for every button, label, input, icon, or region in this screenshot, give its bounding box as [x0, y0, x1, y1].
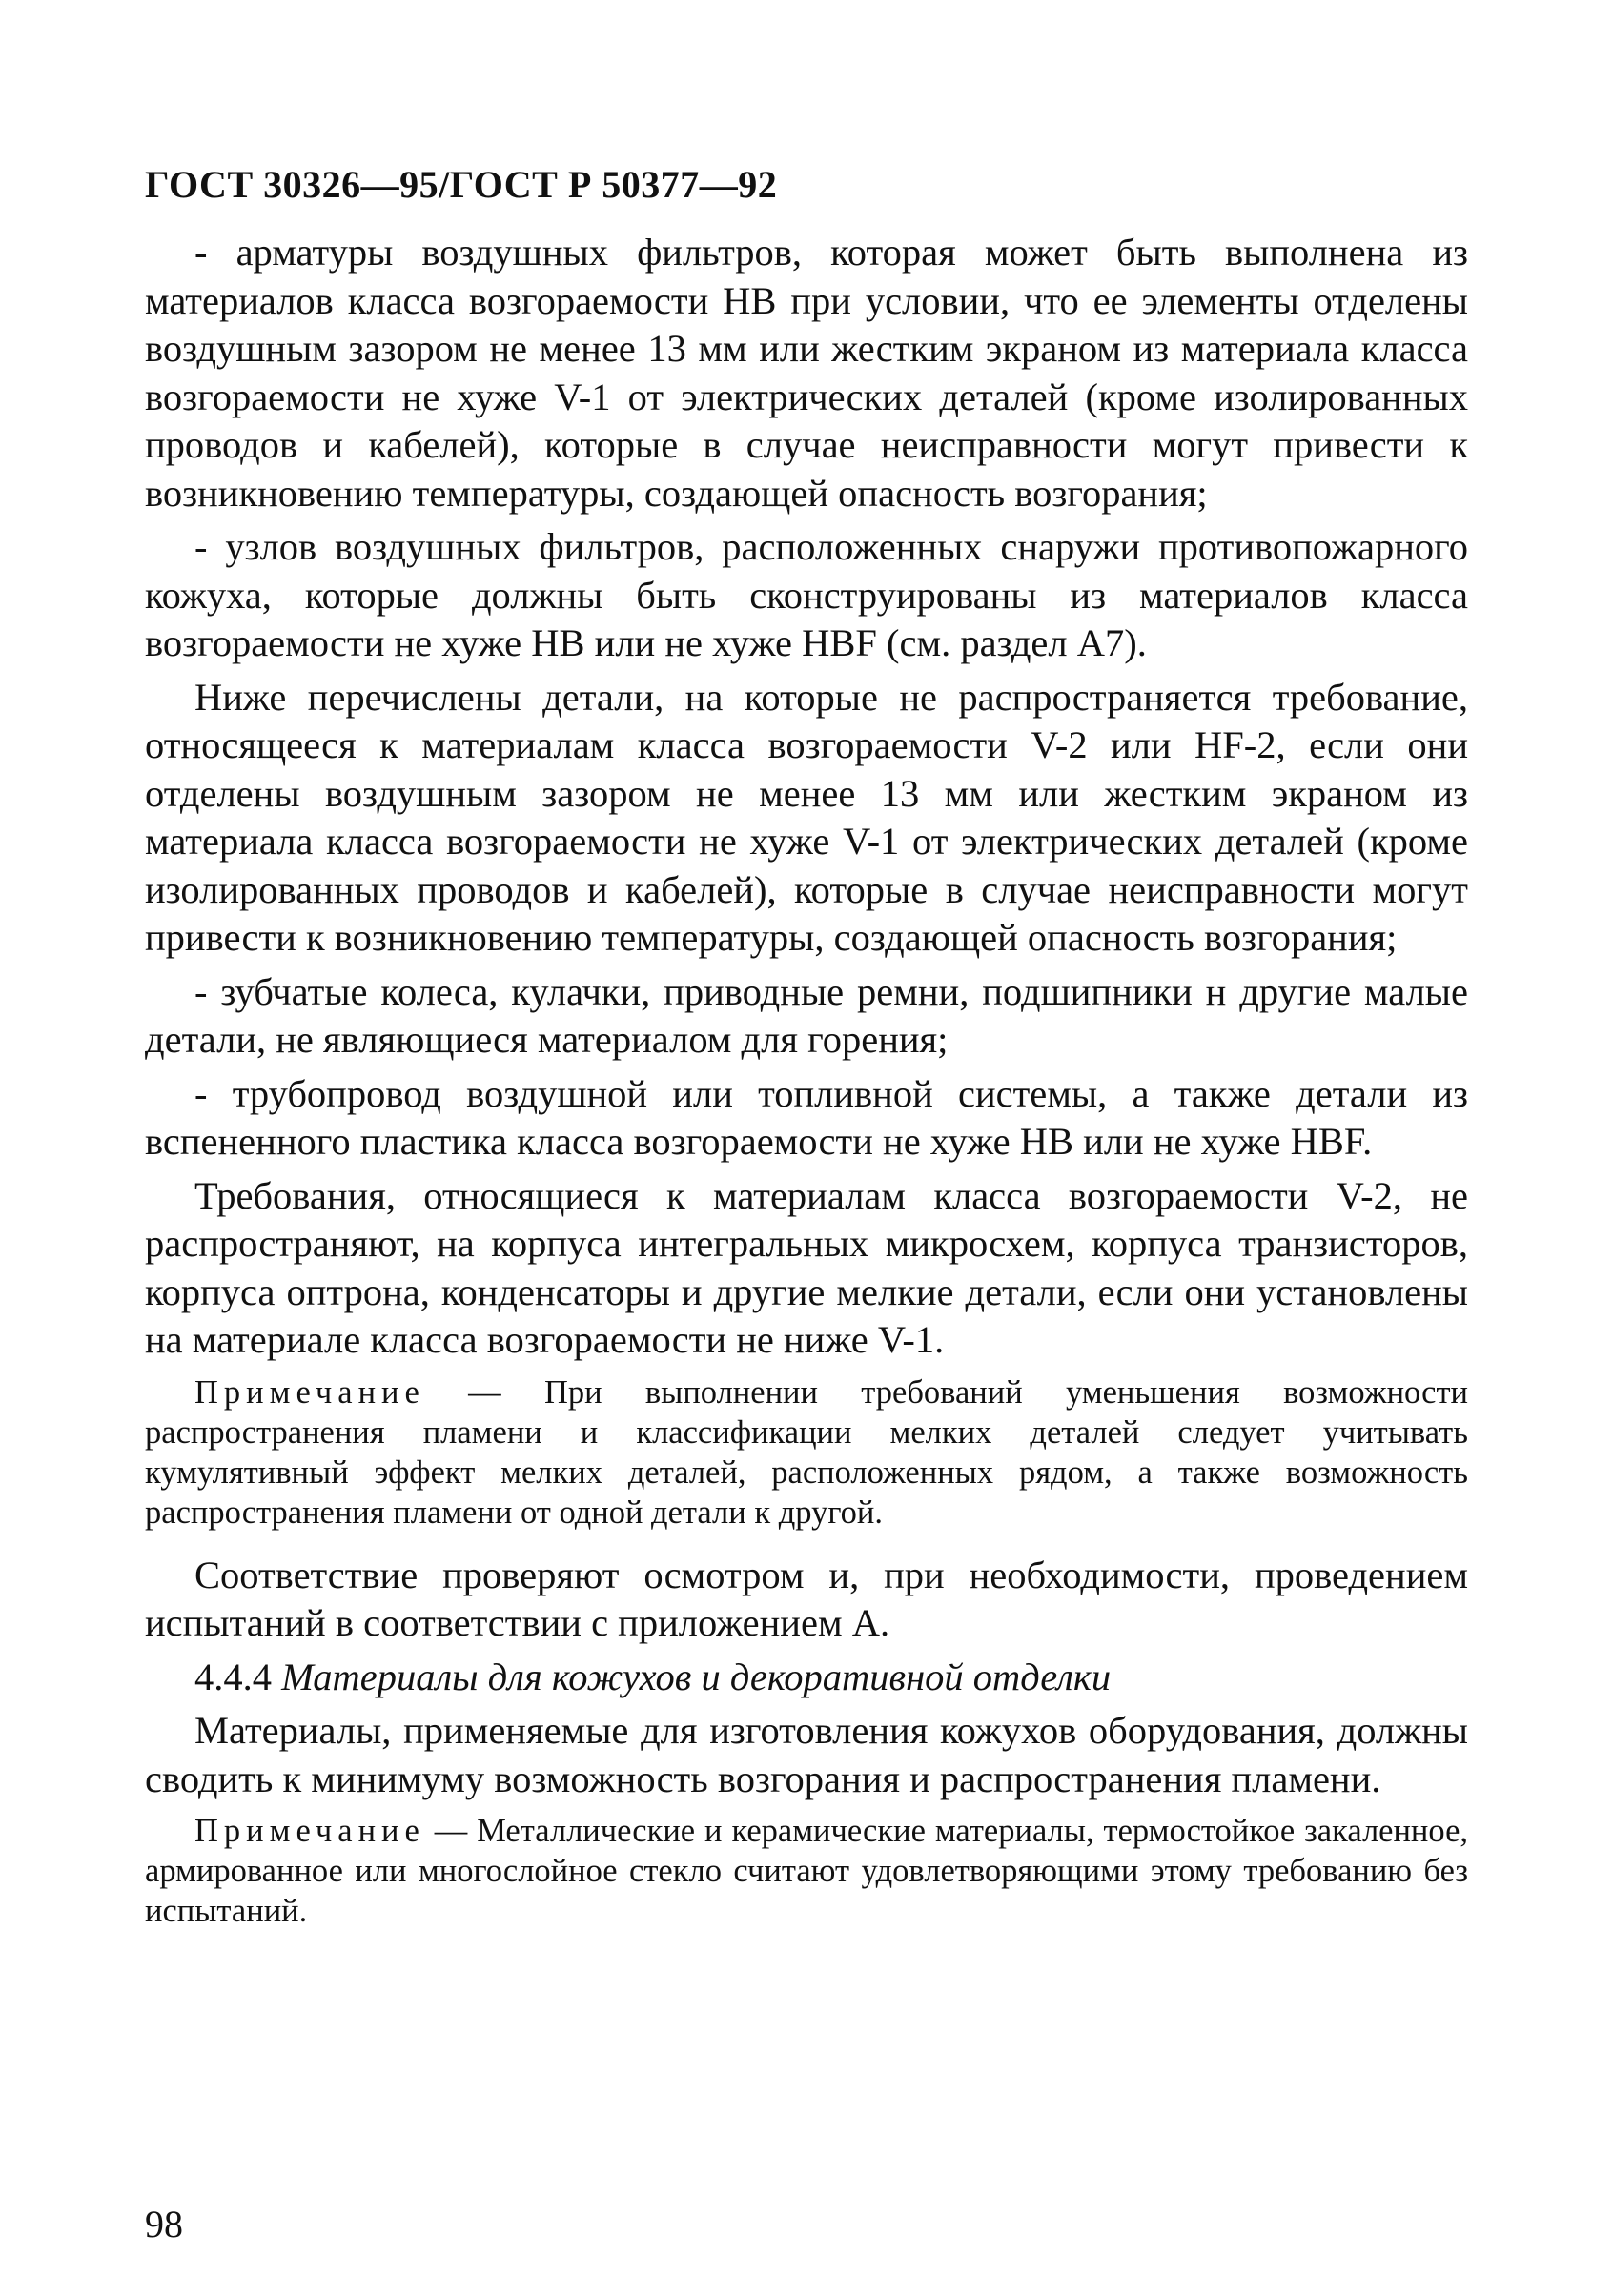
- section-heading: [145, 1654, 1468, 1702]
- paragraph-enclosure-materials: Материалы, применяемые для изготовления кожухов оборудования, должны сводить к минимуму возможность возгорания и распространения пламени.: [145, 1709, 1468, 1800]
- paragraph-air-filter-fittings: - арматуры воздушных фильтров, которая может быть выполнена из материалов класса возгораемости НВ при условии, что ее элементы отделены воздушным зазором не менее 13 мм или жестким экраном из материала класса возгораемости не хуже V-1 от электрических деталей (кроме изолированных проводов и кабелей), которые в случае неисправности могут привести к возникновению температуры, создающей опасность возгорания;: [145, 231, 1468, 515]
- section-number: 4.4.4: [194, 1655, 272, 1698]
- note-label: Примечание: [194, 1373, 425, 1411]
- page-number: 98: [145, 2203, 183, 2245]
- paragraph-gears: - зубчатые колеса, кулачки, приводные ремни, подшипники н другие малые детали, не являющиеся материалом для горения;: [145, 969, 1468, 1061]
- document-page: [145, 162, 1468, 1950]
- paragraph-small-components: Требования, относящиеся к материалам класса возгораемости V-2, не распространяют, на корпуса интегральных микросхем, корпуса транзисторов, корпуса оптрона, конденсаторы и другие мелкие детали, если они установлены на материале класса возгораемости не ниже V-1.: [145, 1173, 1468, 1361]
- standard-header: ГОСТ 30326—95/ГОСТ Р 50377—92: [145, 163, 778, 206]
- paragraph-air-filter-units: - узлов воздушных фильтров, расположенных снаружи противопожарного кожуха, которые должны быть сконструированы из материалов класса возгораемости не хуже НВ или не хуже HBF (см. раздел А7).: [145, 525, 1468, 664]
- note-label: Примечание: [194, 1813, 425, 1849]
- note-text: — При выполнении требований уменьшения возможности распространения пламени и классификации мелких деталей следует учитывать кумулятивный эффект мелких деталей, расположенных рядом, а также возможность распространения пламени от одной детали к другой.: [145, 1373, 1469, 1531]
- paragraph-conformity: Соответствие проверяют осмотром и, при необходимости, проведением испытаний в соответствии с приложением А.: [145, 1553, 1468, 1644]
- note-metal-ceramic: [145, 1811, 1468, 1931]
- note-cumulative-effect: [145, 1372, 1468, 1533]
- section-title: Материалы для кожухов и декоративной отделки: [281, 1655, 1112, 1698]
- note-text: — Металлические и керамические материалы, термостойкое закаленное, армированное или многослойное стекло считают удовлетворяющими этому требованию без испытаний.: [145, 1813, 1469, 1929]
- paragraph-exempt-parts: Ниже перечислены детали, на которые не распространяется требование, относящееся к материалам класса возгораемости V-2 или HF-2, если они отделены воздушным зазором не менее 13 мм или жестким экраном из материала класса возгораемости не хуже V-1 от электрических деталей (кроме изолированных проводов и кабелей), которые в случае неисправности могут привести к возникновению температуры, создающей опасность возгорания;: [145, 675, 1468, 959]
- paragraph-piping: - трубопровод воздушной или топливной системы, а также детали из вспененного пластика класса возгораемости не хуже НВ или не хуже HBF.: [145, 1071, 1468, 1163]
